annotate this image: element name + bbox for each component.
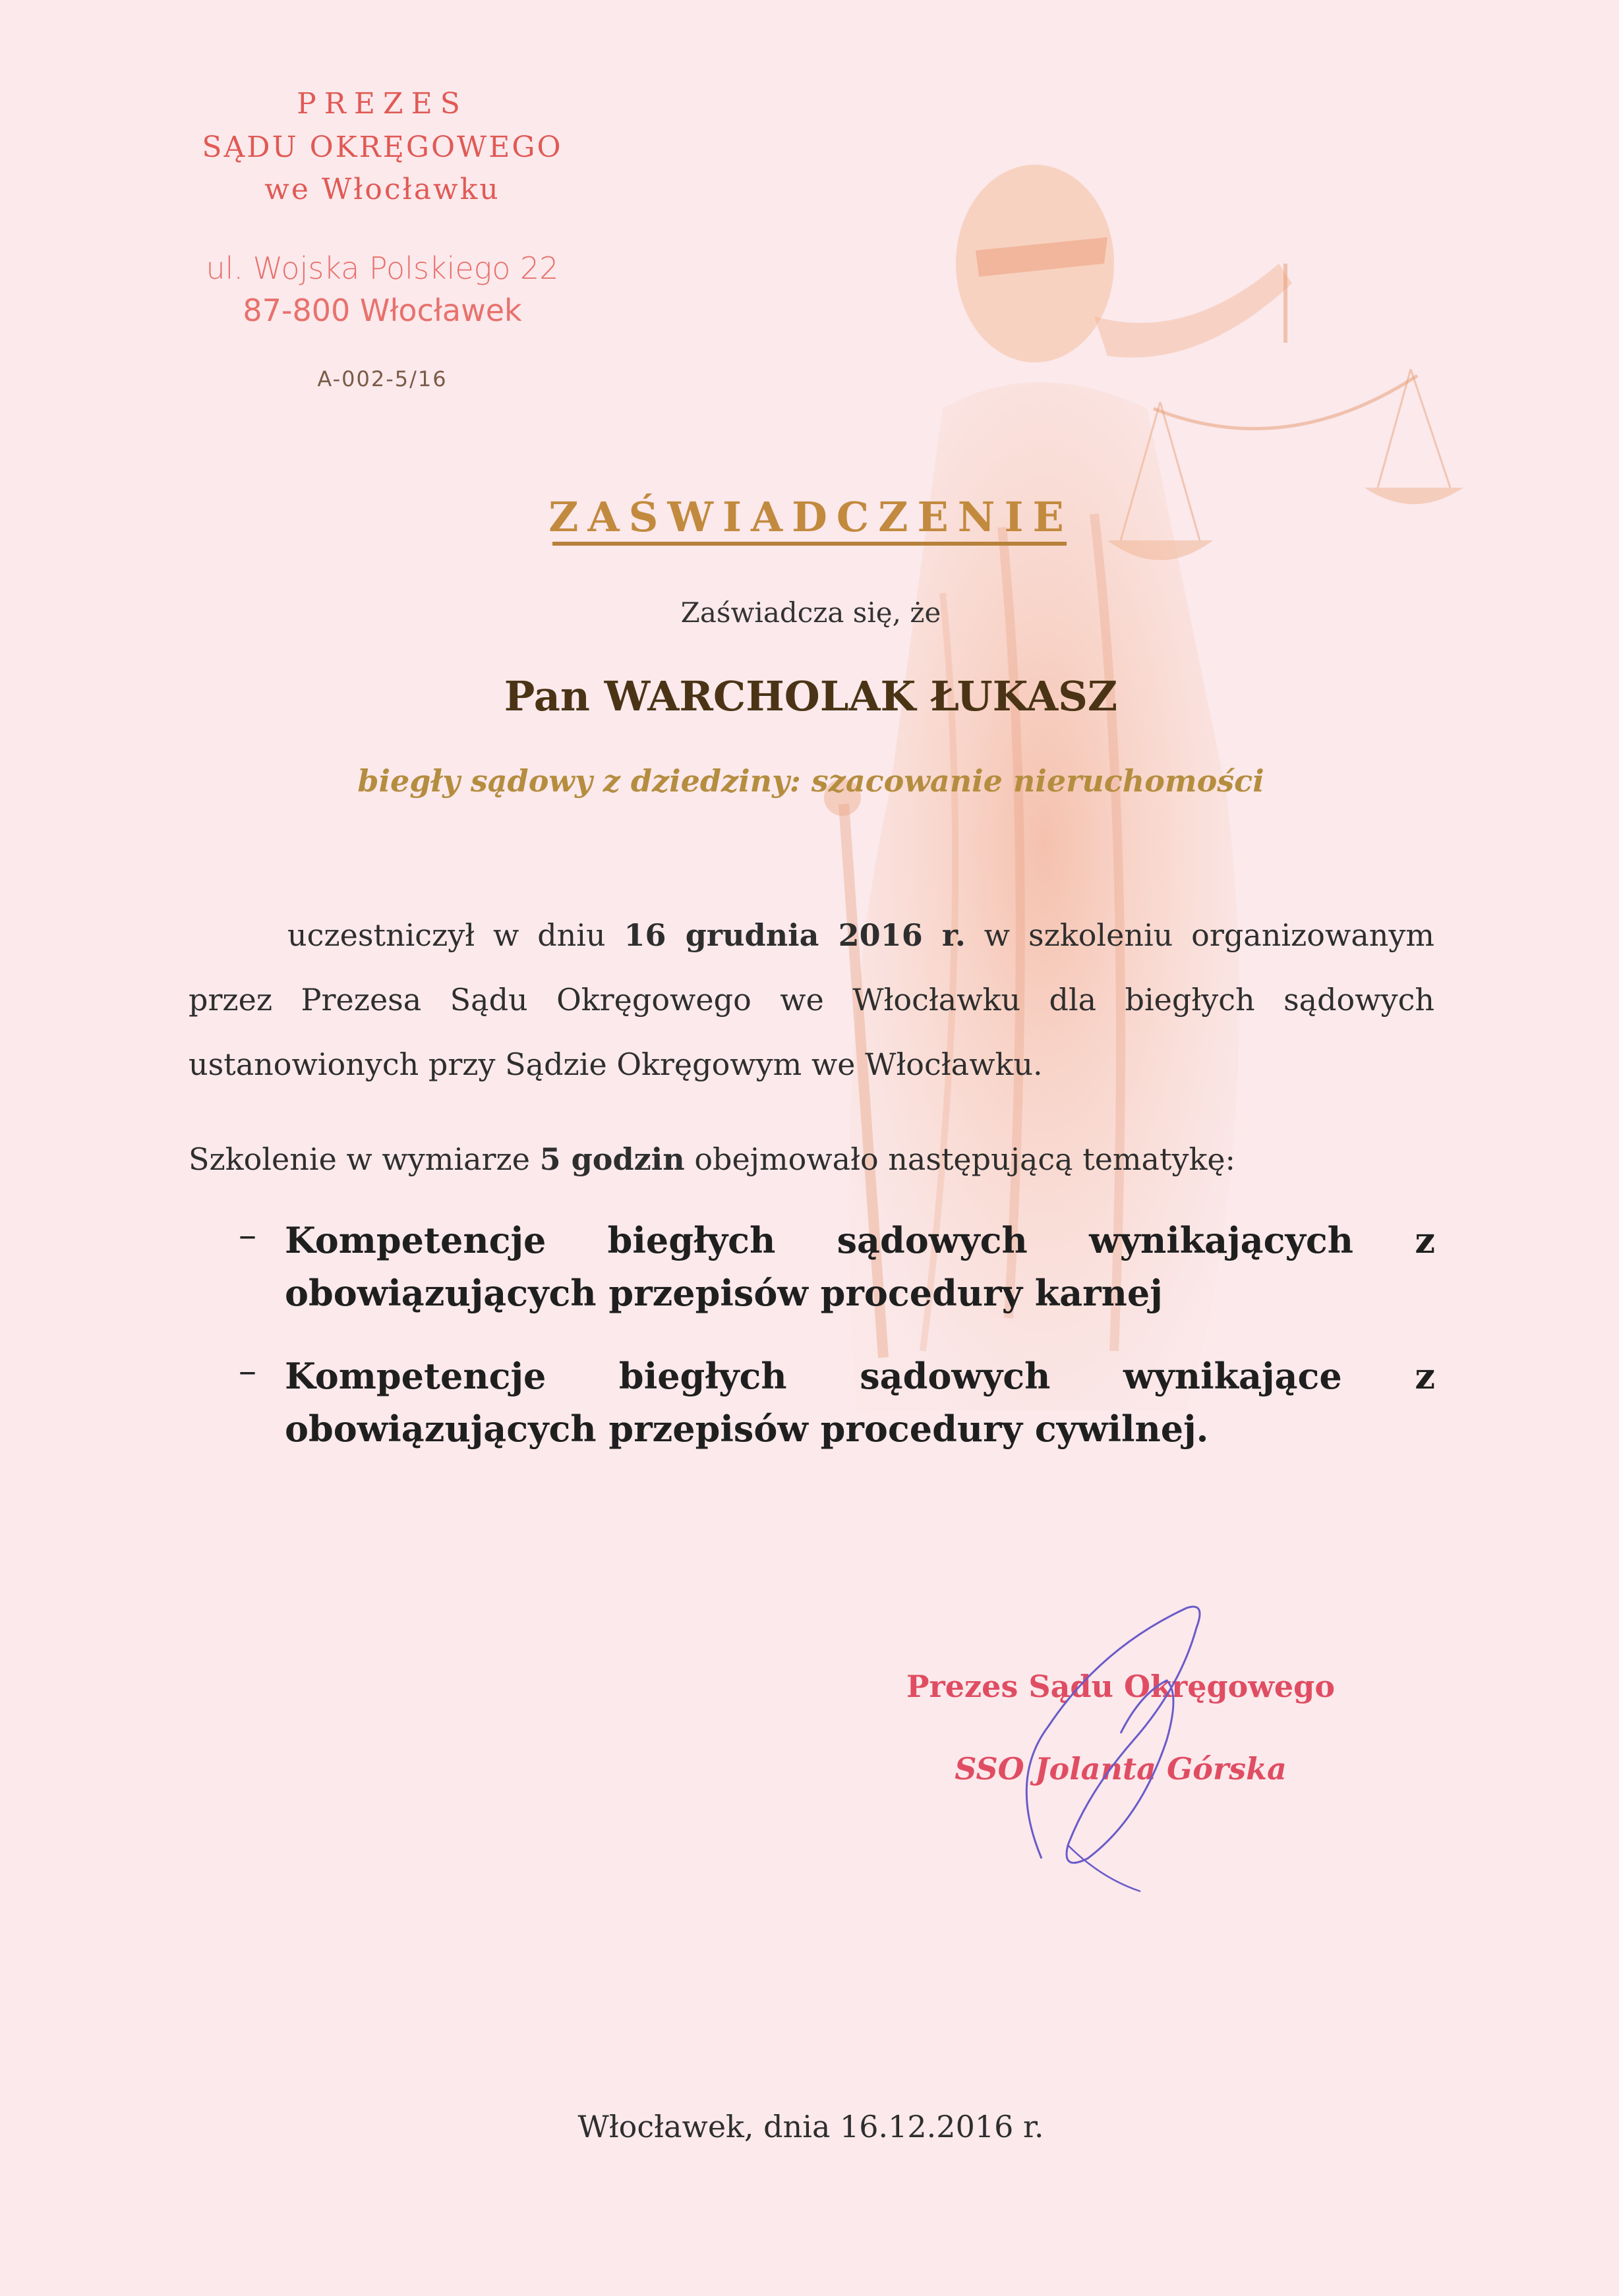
document-title: ZAŚWIADCZENIE (548, 493, 1073, 541)
bullet-dash: – (239, 1350, 256, 1391)
para1-pre: uczestniczył w dniu (287, 917, 624, 953)
header-city: we Włocławku (264, 173, 500, 206)
topic-item: Kompetencje biegłych sądowych wynikających z obowiązujących przepisów procedury karnej (285, 1219, 1435, 1314)
reference-number: A-002-5/16 (317, 366, 448, 391)
signatory-title: Prezes Sądu Okręgowego (906, 1669, 1336, 1704)
header-title: PREZES (297, 87, 468, 121)
bullet-dash: – (239, 1214, 256, 1255)
participation-paragraph (189, 903, 1434, 1097)
person-name: Pan WARCHOLAK ŁUKASZ (504, 672, 1118, 720)
para1-post: w szkoleniu organizowanym przez Prezesa Sądu Okręgowego we Włocławku dla biegłych sądowych ustanowionych przy Sądzie Okręgowym we Włocławku. (189, 917, 1434, 1082)
title-underline (552, 542, 1067, 546)
topic-item: Kompetencje biegłych sądowych wynikające z obowiązujących przepisów procedury cywilnej. (285, 1355, 1435, 1450)
signatory-name: SSO Jolanta Górska (955, 1751, 1287, 1787)
para2-pre: Szkolenie w wymiarze (189, 1141, 540, 1177)
intro-text: Zaświadcza się, że (680, 596, 941, 629)
header-street: ul. Wojska Polskiego 22 (206, 250, 559, 286)
para2-post: obejmowało następującą tematykę: (684, 1141, 1236, 1177)
training-hours: 5 godzin (539, 1141, 685, 1177)
header-court: SĄDU OKRĘGOWEGO (202, 130, 563, 164)
issue-date: Włocławek, dnia 16.12.2016 r. (577, 2109, 1044, 2144)
expert-role: biegły sądowy z dziedziny: szacowanie nieruchomości (357, 763, 1264, 799)
header-postal: 87-800 Włocławek (243, 293, 522, 328)
scope-paragraph (189, 1127, 1434, 1191)
training-date: 16 grudnia 2016 r. (624, 917, 966, 953)
handwritten-signature (969, 1582, 1299, 1898)
